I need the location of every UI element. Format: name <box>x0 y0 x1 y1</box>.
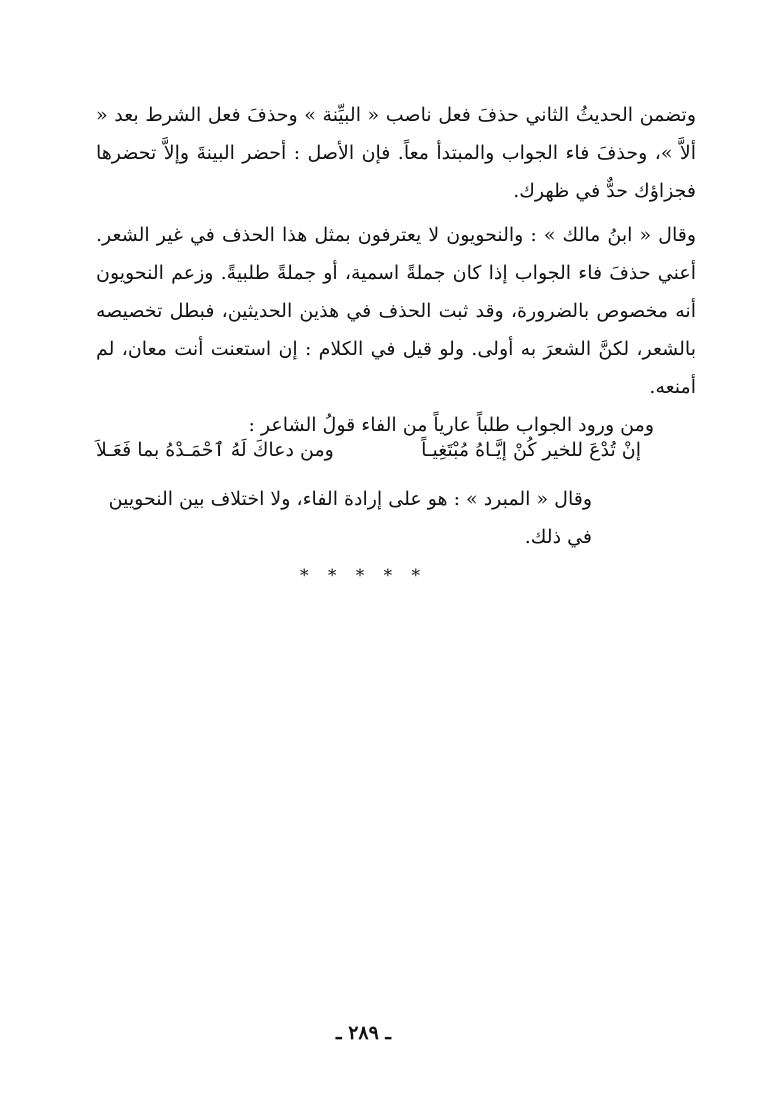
paragraph-hadith-omission: وتضمن الحديثُ الثاني حذفَ فعل ناصب « البيِّنة » وحذفَ فعل الشرط بعد « ألاَّ »، وحذفَ فاء الجواب والمبتدأ معاً. فإن الأصل : أحضر البينةَ وإلاَّ تحضرها فجزاؤك حدٌّ في ظهرك. <box>96 104 696 202</box>
verse-first-hemistich: إنْ تُدْعَ للخير كُنْ إيَّـاهُ مُبْتَغِيـاً <box>421 439 641 461</box>
page-number: ـ ٢٨٩ ـ <box>336 1022 391 1044</box>
poetry-verse <box>96 430 641 470</box>
paragraph-ibn-malik: وقال « ابنُ مالك » : والنحويون لا يعترفون بمثل هذا الحذف في غير الشعر. أعني حذفَ فاء الجواب إذا كان جملةً اسمية، أو جملةً طلبيةً. وزعم النحويون أنه مخصوص بالضرورة، وقد ثبت الحذف في هذين الحديثين، فبطل تخصيصه بالشعر، لكنَّ الشعرَ به أولى. ولو قيل في الكلام : إن استعنت أنت معان، لم أمنعه. <box>96 224 696 398</box>
main-text <box>96 96 696 444</box>
verse-second-hemistich: ومن دعاكَ لَهُ ٱحْمَـدْهُ بما فَعَـلاَ <box>96 439 334 461</box>
verse-intro-line: ومن ورود الجواب طلباً عارياً من الفاء قولُ الشاعر : <box>248 414 654 436</box>
paragraph-mubarrad: وقال « المبرد » : هو على إرادة الفاء، ولا اختلاف بين النحويين في ذلك. <box>108 488 592 548</box>
section-separator-stars: * * * * * <box>299 566 428 586</box>
